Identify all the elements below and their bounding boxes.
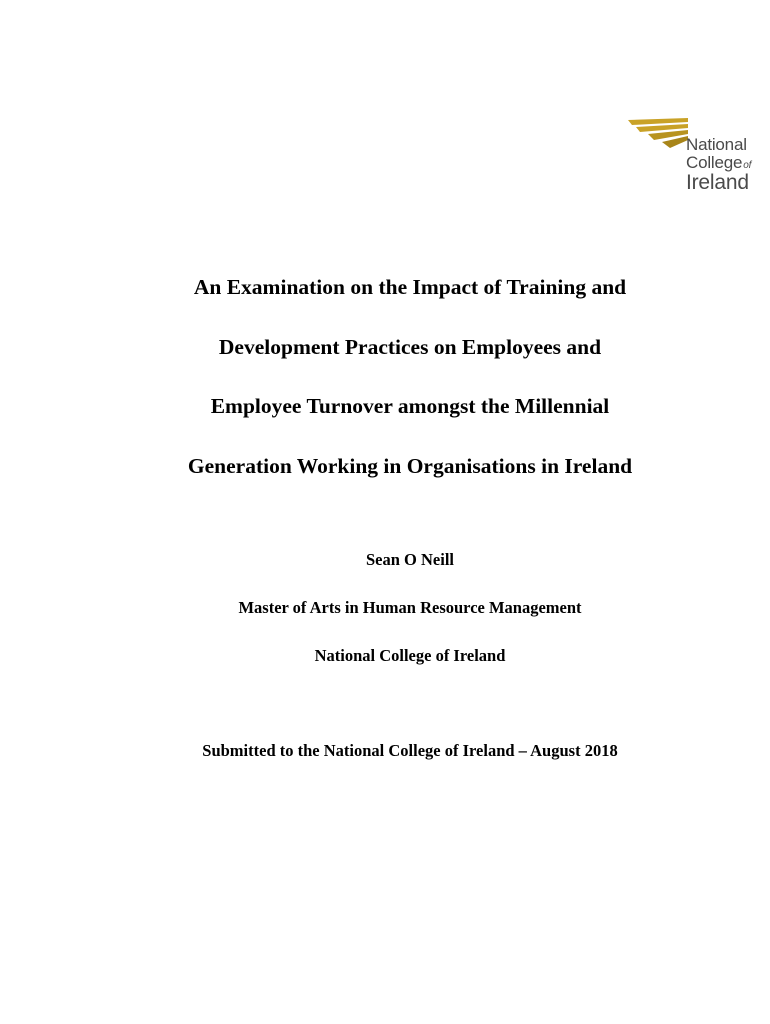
college-logo-mark-icon [626, 116, 690, 158]
college-logo [626, 116, 766, 200]
thesis-title-line: Employee Turnover amongst the Millennial [210, 394, 610, 419]
thesis-title-line: Development Practices on Employees and [218, 334, 602, 359]
thesis-title-line: Generation Working in Organisations in Ireland [187, 453, 633, 478]
author-name: Sean O Neill [365, 550, 454, 569]
institution-name: National College of Ireland [314, 646, 506, 665]
thesis-title [0, 258, 770, 496]
logo-ireland-text: Ireland [686, 171, 749, 194]
submission-statement: Submitted to the National College of Ireland – August 2018 [202, 741, 618, 760]
degree-name: Master of Arts in Human Resource Management [238, 598, 582, 617]
logo-college-word: College [686, 153, 743, 172]
thesis-title-line: An Examination on the Impact of Training and [193, 275, 627, 299]
college-logo-wordmark [686, 136, 751, 193]
logo-national-text: National [686, 135, 747, 154]
logo-of-word: of [743, 160, 752, 171]
logo-college-text [686, 154, 751, 171]
